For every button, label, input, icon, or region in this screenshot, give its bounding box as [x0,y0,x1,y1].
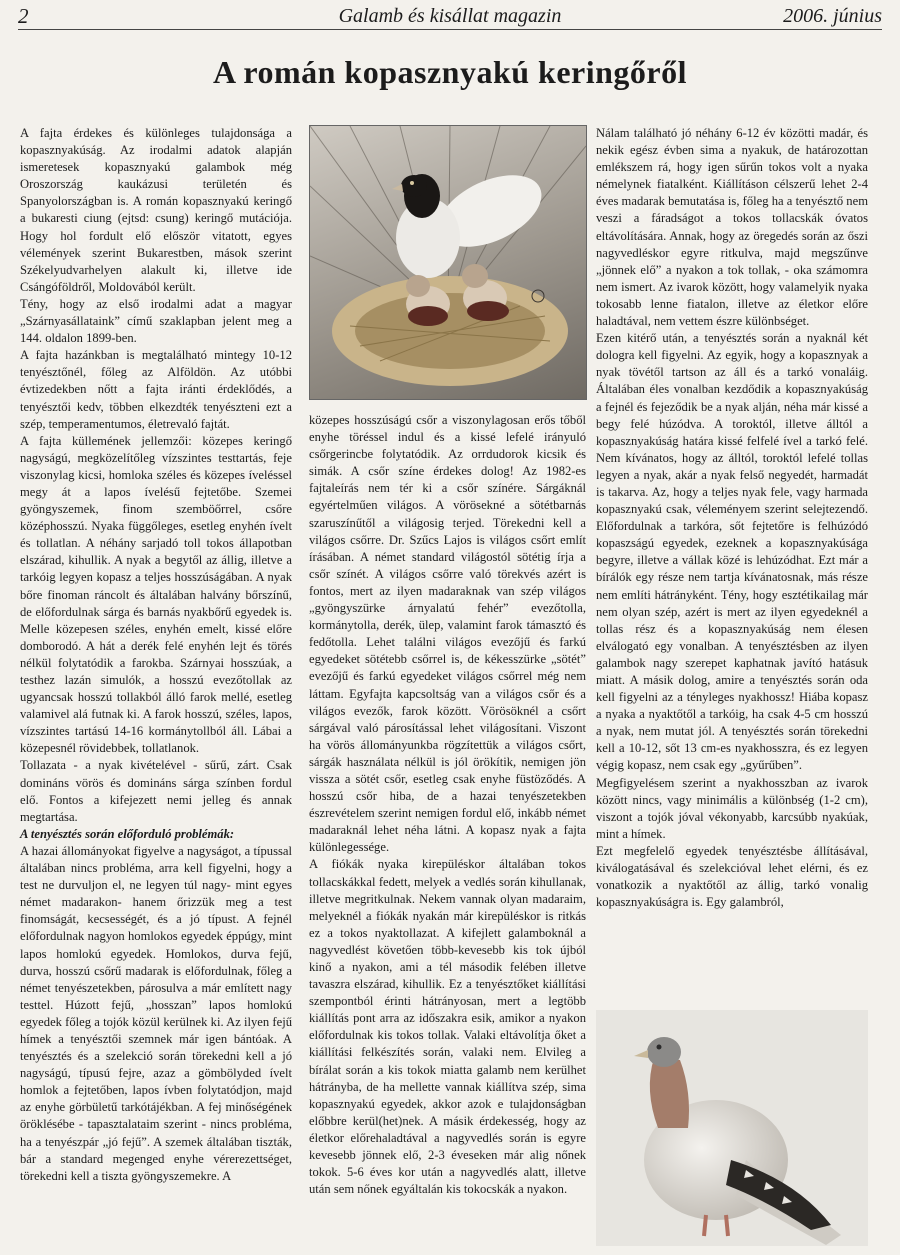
paragraph: A fajta érdekes és különleges tulajdonsága a kopasznyakúság. Az irodalmi adatok alapján ismeretesek kopasznyakú galambok még Oroszország kaukázusi területén és Spanyolországban is. A román kopasznyakú keringő a bukaresti ciung (ejtsd: csung) keringő mutációja. Hogy hol fordult elő először vitatott, egyes vélemények szerint Bukarestben, mások szerint Székelyudvarhelyen alakult ki, illetve ide Csángóföldről, Moldovából került. [20,126,292,294]
paragraph: közepes hosszúságú csőr a viszonylagosan erős tőből enyhe töréssel indul és a kissé lefelé irányuló csőrgerincbe folytatódik. Az orrdudorok kicsik és simák. A csőr színe érdekes dolog! Az 1982-es fajtaleírás nem tér ki a csőr színére. Sárgáknál egyértelműen világos. A vörösekné a sötétbarnás szaruszínűtől a világosig terjed. Törekedni kell a világos csőrre. Dr. Szűcs Lajos is világos csőrt említ írásában. A német standard világostól sötétig írja a csőr színét. A világos csőrre való törekvés azért is fontos, mert az ilyen madaraknak van szép világos „gyöngyszürke árnyalatú fehér” evezőtolla, kormánytolla, derék, ülep, valamint farok támasztó és fedőtolla. Lehet találni világos evezőjű és farkú egyedeket sötétebb csőrrel is, de kékesszürke „sötét” evezőjű és farkú egyedeket világos csőrrel még nem láttam. Egyfajta kapcsoltság van a világos csőr és a világos evezők, farok között. Vörösöknél a csőrt sárgával való párosítással lehet világosítani. Viszont ha vörös állományunkba rögzítettük a világos csőrt, sárgák használata nélkül is jól örökítik, nemigen jön vissza a sötét csőr, esetleg csak enyhe füstöződés. A hosszú csőr hiba, de a hazai tenyészetekben észrevételem szerint nemigen fordul elő, inkább német madaraknál lehet néha látni. A kopasz nyak a fajta különlegessége. [309,413,586,855]
paragraph: Ezt megfelelő egyedek tenyésztésbe állításával, kiválogatásával és szelekcióval lehet elérni, és ez vonatkozik a nyaktőtől az állig, tarkó vonalig kopasznyakúságra is. Egy galambról, [596,843,868,910]
paragraph: Nálam található jó néhány 6-12 év közötti madár, és nekik egész évben sima a nyakuk, de határozottan emlékszem rá, hogy igen sűrűn tokos volt a nyaka némelynek fiatalként. Kiállításon célszerű lehet 2-4 éves madarak bemutatása is, főleg ha a tenyésztő nem veszi a fáradságot a tokos tollacskák óvatos eltávolítására. Annak, hogy az öregedés során az őszi nagyvedléskor egyre ritkulva, majd megszűnve „jönnek elő” a nyakon a tok tollak, - oka számomra nem ismert. Az ivarok között, hogy valamelyik nyaka tokosabb lenne fiatalon, illetve az életkor előre haladtával, nem vettem észre különbséget. [596,126,868,329]
column-1 [20,125,292,1185]
page-header [18,4,882,28]
paragraph: A fajta hazánkban is megtalálható mintegy 10-12 tenyésztőnél, főleg az Alföldön. Az utóbbi évtizedekben nőtt a fajta iránti érdeklődés, a tenyésztői kedv, többen elkezdték tenyészteni ezt a szép, temperamentumos, életrevaló fajtát. [20,348,292,431]
magazine-title: Galamb és kisállat magazin [338,5,562,27]
header-rule [18,29,882,30]
paragraph: Ezen kitérő után, a tenyésztés során a nyaknál két dologra kell figyelni. Az egyik, hogy a kopasznyak a nyak tövétől tartson az áll és a tarkó vonaláig. Általában éles vonalban kezdődik a kopasznyakúság a fejnél és fejeződik be a nyak alján, néha már kissé a begy felé húzódva. A toroktól, illetve álltól a kopasznyakúság határa kissé felfelé ível a tarkó felé. Nem kívánatos, hogy az álltól, toroktól lefelé tollas legyen a nyak, akár a nyak felső negyedét, harmadát is takarva. Az, hogy a teljes nyak fele, vagy harmada kopasznyakú csak, véleményem szerint selejtezendő. Előfordulnak a tarkóra, sőt fejtetőre is felhúzódó kopaszságú egyedek, ezeknek a kopasznyakúsága begyre, illetve a vállak közé is lehúzódhat. Ezt már a bírálók egy része nem tartja kívánatosnak, más része nem említi hátrányként. Tény, hogy esztétikailag már nem olyan szép, azért is mert az ilyen egyedeknél a tollas rész és a kopasznyakúság nem élesen elválogató egy vonalban. A tenyésztésben az ilyen galambok nagy szerepet kaphatnak javító hatásuk miatt. A másik dolog, amire a tenyésztés során oda kell figyelni az a tényleges nyakhossz! Hiába kopasz a nyaka a nyaktőtől a tarkóig, ha csak 4-5 cm hosszú a nyak, nem mutat jól. A tenyésztés során törekedni kell a 10-12, sőt 13 cm-es nyakhosszra, és ez legyen végig kopasz, nem csak egy „gyűrűben”. [596,331,868,773]
pigeon-photo [596,1010,868,1246]
section-subheading: A tenyésztés során előforduló problémák: [20,826,235,841]
page-number: 2 [18,4,29,28]
paragraph: A hazai állományokat figyelve a nagyságot, a típussal általában nincs probléma, arra kell figyelni, hogy a test ne durvuljon el, ne legyen túl nagy- mint egyes német madarakon- hanem őrizzük meg a test finomságát, kecsességét, és a jó típust. A fejnél előfordulnak nagyon homlokos egyedek éppúgy, mint lapos homlokú egyedek. Homlokos, durva fejű, durva, hosszú csőrű madarak is előfordulnak, főleg a német tenyészetekben, párosulva a már említett nagy testtel. Húzott fejű, „hosszan” lapos homlokú egyedek főleg a tojók közül kerülnek ki. Az ilyen fejű hímek a tenyésztői szemnek már igen bántóak. A tenyésztés és a szelekció során törekedni kell a jó nagyságú, típusú fejre, azaz a gömbölyded ívelt homlok a fejtetőben, lapos ívben folytatódjon, majd az enyhe görbületű tarkótájékban. A fej minőségének öröklésébe - tapasztalataim szerint - nincs probléma, ha a tenyészpár „jó fejű”. A szemek általában tiszták, bár a standard megenged enyhe vérerezettséget, törekedni kell a tiszta gyöngyszemekre. A [20,843,292,1183]
paragraph: A fajta küllemének jellemzői: közepes keringő nagyságú, megközelítőleg vízszintes testtartás, feje viszonylag kicsi, homloka széles és közepes íveléssel megy át a lapos ívelésű fejtetőbe. Szemei gyöngyszemek, finom szemböőrrel, csőre középhosszú. Nyaka függőleges, esetleg enyhén ívelt és tollatlan. A néhány sarjadó toll tokos állapotban elszárad, kihullik. A nyak a begytől az állig, illetve a tarkóig legyen kopasz a teljes hosszúságában. A nyak bőre finoman ráncolt és általában halvány bőrszínű, de előfordulnak sárga és barnás nyakbőrű egyedek is. Melle közepesen széles, enyhén emelt, kissé előre domborodó. A hát a derék felé enyhén lejt és törés nélkül folytatódik a farokba. Szárnyai hosszúak, a testhez lazán simulók, a hosszú evezőtollak az ugyancsak hosszú tollakból álló farok mellé, esetleg valamivel alá futnak ki. A farok hosszú, széles, lapos, vízszintes tartású 14-16 kormánytollból áll. Lábai a közepesnél rövidebbek, tollatlanok. [20,433,292,756]
column-3 [596,125,868,911]
article-title: A román kopasznyakú keringőről [212,54,688,90]
paragraph: Tollazata - a nyak kivételével - sűrű, zárt. Csak domináns vörös és domináns sárga színben fordul elő. Fontos a kifejezett nemi jelleg és annak megtartása. [20,758,292,824]
paragraph: Tény, hogy az első irodalmi adat a magyar „Szárnyasállataink” című szaklapban jelent meg a 144. oldalon 1899-ben. [20,296,292,346]
column-2 [309,412,586,1198]
pigeon-nest-painting [309,125,587,400]
issue-date: 2006. június [783,5,882,27]
paragraph: Megfigyelésem szerint a nyakhosszban az ivarok között nincs, vagy minimális a különbség (1-2 cm), viszont a tojók jóval vékonyabb, karcsúbb nyakúak, mint a hímek. [596,775,868,841]
paragraph: A fiókák nyaka kirepüléskor általában tokos tollacskákkal fedett, melyek a vedlés során kihullanak, illetve megritkulnak. Nekem vannak olyan madaraim, melyeknél a fiókák nyakán már kirepüléskor is ritkás ez a tokos nyaktollazat. A kifejlett galamboknál a nagyvedlést követően több-kevesebb kis tok újból kinő a nyakon, ami a tél második felében illetve tavaszra elszárad, kihullik. Ez a tenyésztőket kiállítási szempontból érinti hátrányosan, mert a legtöbb kiállítás pont arra az időszakra esik, amikor a nyakon előfordulnak kis tokos tollak. Valaki eltávolítja őket a kiállítási felkészítés során, valaki nem. Elvileg a bírálat során a kis tokok miatta galamb nem kerülhet hátrányba, de ha mellette vannak kiállítva szép, sima kopasznyakú egyedek, akkor azok e tulajdonságban előbbre kerül(het)nek. A másik érdekesség, hogy az életkor előrehaladtával a nagyvedlés során is egyre kevesebb jönnek elő, 2-3 éveseken már alig nőnek tokok. 5-6 éves kor után a nagyvedlés alatt, illetve után sem nőnek egyáltalán kis tokocskák a nyakon. [309,857,586,1197]
